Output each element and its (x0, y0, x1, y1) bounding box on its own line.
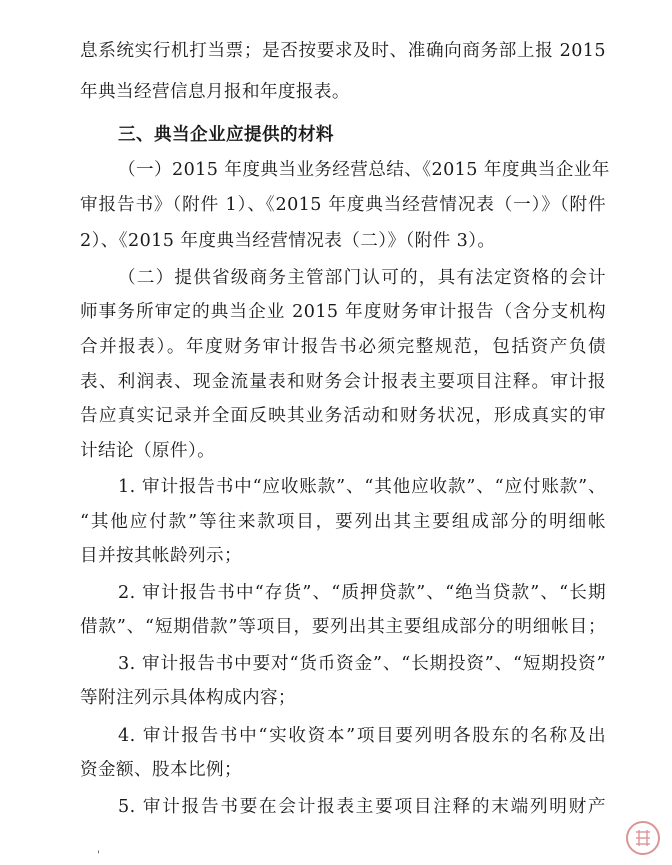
body-line-18: 3. 审计报告书中要对“货币资金”、“长期投资”、“短期投资” (118, 654, 606, 674)
footer-mark: ' (97, 850, 100, 861)
body-line-13: 1. 审计报告书中“应收账款”、“其他应收款”、“应付账款”、 (118, 477, 606, 497)
body-line-14: “其他应付款”等往来款项目，要列出其主要组成部分的明细帐 (80, 512, 606, 532)
body-line-11: 告应真实记录并全面反映其业务活动和财务状况，形成真实的审 (80, 406, 606, 426)
body-line-7: （二）提供省级商务主管部门认可的，具有法定资格的会计 (118, 268, 606, 288)
body-line-10: 表、利润表、现金流量表和财务会计报表主要项目注释。审计报 (80, 372, 606, 392)
body-line-20: 4. 审计报告书中“实收资本”项目要列明各股东的名称及出 (118, 726, 606, 746)
body-line-5: 审报告书》（附件 1）、《2015 年度典当经营情况表（一）》（附件 (80, 195, 606, 215)
body-line-1: 息系统实行机打当票；是否按要求及时、准确向商务部上报 2015 (80, 41, 606, 61)
body-line-17: 借款”、“短期借款”等项目，要列出其主要组成部分的明细帐目； (80, 617, 606, 637)
body-line-6: 2）、《2015 年度典当经营情况表（二）》（附件 3）。 (80, 231, 496, 251)
body-line-8: 师事务所审定的典当企业 2015 年度财务审计报告（含分支机构 (80, 302, 606, 322)
body-line-12: 计结论（原件）。 (80, 441, 216, 461)
body-line-15: 目并按其帐龄列示； (80, 546, 242, 566)
body-line-16: 2. 审计报告书中“存货”、“质押贷款”、“绝当贷款”、“长期 (118, 583, 606, 603)
body-line-2: 年典当经营信息月报和年度报表。 (80, 82, 350, 102)
body-line-9: 合并报表）。年度财务审计报告书必须完整规范，包括资产负债 (80, 337, 606, 357)
body-line-19: 等附注列示具体构成内容； (80, 688, 296, 708)
watermark-seal-icon (626, 821, 660, 855)
body-line-22: 5. 审计报告书要在会计报表主要项目注释的末端列明财产 (118, 797, 606, 817)
body-line-21: 资金额、股本比例； (80, 760, 242, 780)
body-line-4: （一）2015 年度典当业务经营总结、《2015 年度典当企业年 (118, 160, 610, 180)
section-heading: 三、典当企业应提供的材料 (118, 124, 334, 145)
